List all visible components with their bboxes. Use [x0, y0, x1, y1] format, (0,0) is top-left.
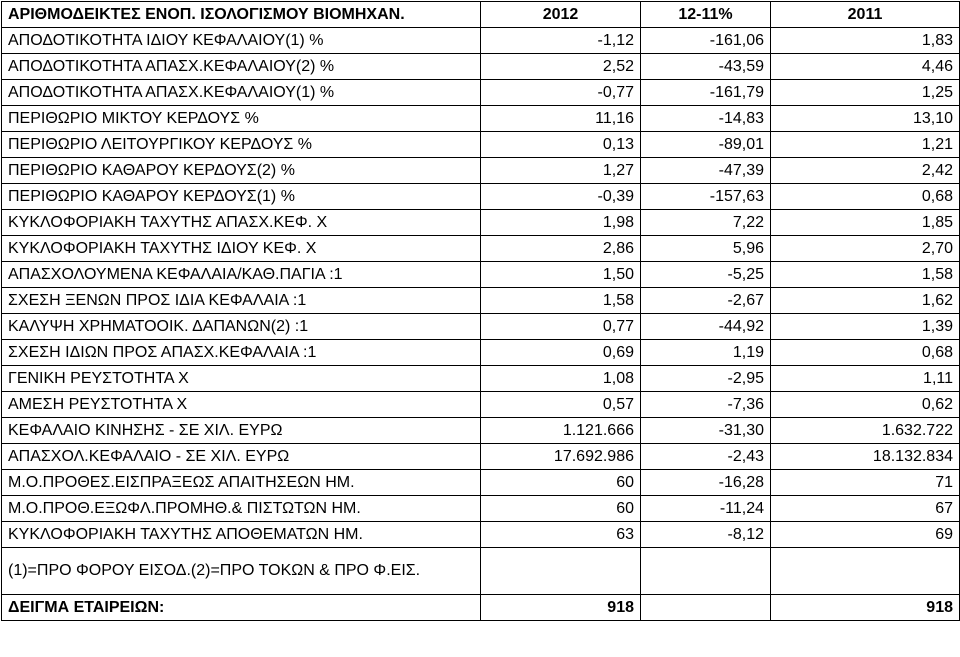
value-2012: 0,13	[481, 132, 641, 158]
value-change: -157,63	[641, 184, 771, 210]
table-row	[2, 106, 960, 132]
value-2012: 60	[481, 496, 641, 522]
value-2011: 67	[771, 496, 960, 522]
value-change: -8,12	[641, 522, 771, 548]
row-label: ΠΕΡΙΘΩΡΙΟ ΛΕΙΤΟΥΡΓΙΚΟΥ ΚΕΡΔΟΥΣ %	[2, 132, 481, 158]
value-2011: 1,21	[771, 132, 960, 158]
value-2011: 0,62	[771, 392, 960, 418]
value-2011: 1,85	[771, 210, 960, 236]
row-label: ΑΠΟΔΟΤΙΚΟΤΗΤΑ ΙΔΙΟΥ ΚΕΦΑΛΑΙΟΥ(1) %	[2, 28, 481, 54]
value-2012: 60	[481, 470, 641, 496]
value-change: -7,36	[641, 392, 771, 418]
value-2012: 11,16	[481, 106, 641, 132]
value-change: -161,06	[641, 28, 771, 54]
value-2012: -0,39	[481, 184, 641, 210]
row-label: ΠΕΡΙΘΩΡΙΟ ΜΙΚΤΟΥ ΚΕΡΔΟΥΣ %	[2, 106, 481, 132]
value-2012: 1,08	[481, 366, 641, 392]
value-change: -44,92	[641, 314, 771, 340]
table-row	[2, 522, 960, 548]
value-2012: 1,58	[481, 288, 641, 314]
table-row	[2, 236, 960, 262]
value-change: 1,19	[641, 340, 771, 366]
table-body	[2, 28, 960, 548]
value-2011: 4,46	[771, 54, 960, 80]
value-2012: 17.692.986	[481, 444, 641, 470]
row-label: ΓΕΝΙΚΗ ΡΕΥΣΤΟΤΗΤΑ Χ	[2, 366, 481, 392]
row-label: ΚΥΚΛΟΦΟΡΙΑΚΗ ΤΑΧΥΤΗΣ ΑΠΟΘΕΜΑΤΩΝ ΗΜ.	[2, 522, 481, 548]
value-2011: 2,42	[771, 158, 960, 184]
row-label: Μ.Ο.ΠΡΟΘ.ΕΞΩΦΛ.ΠΡΟΜΗΘ.& ΠΙΣΤΩΤΩΝ ΗΜ.	[2, 496, 481, 522]
value-change: -14,83	[641, 106, 771, 132]
column-header-change: 12-11%	[641, 2, 771, 28]
value-2011: 1,25	[771, 80, 960, 106]
row-label: ΑΠΑΣΧΟΛ.ΚΕΦΑΛΑΙΟ - ΣΕ ΧΙΛ. ΕΥΡΩ	[2, 444, 481, 470]
empty-cell	[641, 595, 771, 621]
total-row	[2, 595, 960, 621]
value-2012: 0,57	[481, 392, 641, 418]
row-label: ΣΧΕΣΗ ΞΕΝΩΝ ΠΡΟΣ ΙΔΙΑ ΚΕΦΑΛΑΙΑ :1	[2, 288, 481, 314]
table-row	[2, 366, 960, 392]
value-2011: 2,70	[771, 236, 960, 262]
row-label: ΣΧΕΣΗ ΙΔΙΩΝ ΠΡΟΣ ΑΠΑΣΧ.ΚΕΦΑΛΑΙΑ :1	[2, 340, 481, 366]
table-row	[2, 392, 960, 418]
row-label: ΑΠΟΔΟΤΙΚΟΤΗΤΑ ΑΠΑΣΧ.ΚΕΦΑΛΑΙΟΥ(1) %	[2, 80, 481, 106]
value-change: 5,96	[641, 236, 771, 262]
table-row	[2, 288, 960, 314]
table-row	[2, 418, 960, 444]
value-2012: 1,98	[481, 210, 641, 236]
sample-label: ΔΕΙΓΜΑ ΕΤΑΙΡΕΙΩΝ:	[2, 595, 481, 621]
value-change: -5,25	[641, 262, 771, 288]
empty-cell	[481, 548, 641, 595]
value-2011: 1,58	[771, 262, 960, 288]
value-change: -43,59	[641, 54, 771, 80]
row-label: ΑΜΕΣΗ ΡΕΥΣΤΟΤΗΤΑ Χ	[2, 392, 481, 418]
header-row	[2, 2, 960, 28]
table-row	[2, 132, 960, 158]
value-2011: 13,10	[771, 106, 960, 132]
table-row	[2, 28, 960, 54]
value-2012: -0,77	[481, 80, 641, 106]
row-label: ΑΠΑΣΧΟΛΟΥΜΕΝΑ ΚΕΦΑΛΑΙΑ/ΚΑΘ.ΠΑΓΙΑ :1	[2, 262, 481, 288]
value-2012: 2,86	[481, 236, 641, 262]
value-change: -89,01	[641, 132, 771, 158]
value-change: -2,43	[641, 444, 771, 470]
table-title: ΑΡΙΘΜΟΔΕΙΚΤΕΣ ΕΝΟΠ. ΙΣΟΛΟΓΙΣΜΟΥ ΒΙΟΜΗΧΑΝ.	[2, 2, 481, 28]
value-2012: 0,77	[481, 314, 641, 340]
value-2012: 2,52	[481, 54, 641, 80]
footnote: (1)=ΠΡΟ ΦΟΡΟΥ ΕΙΣΟΔ.(2)=ΠΡΟ ΤΟΚΩΝ & ΠΡΟ Φ.ΕΙΣ.	[2, 548, 481, 595]
value-change: -2,95	[641, 366, 771, 392]
value-2011: 1,11	[771, 366, 960, 392]
value-change: -11,24	[641, 496, 771, 522]
empty-cell	[771, 548, 960, 595]
value-2011: 0,68	[771, 184, 960, 210]
table-row	[2, 444, 960, 470]
value-2011: 18.132.834	[771, 444, 960, 470]
row-label: ΚΑΛΥΨΗ ΧΡΗΜΑΤΟΟΙΚ. ΔΑΠΑΝΩΝ(2) :1	[2, 314, 481, 340]
table-row	[2, 340, 960, 366]
column-header-2011: 2011	[771, 2, 960, 28]
footnote-row	[2, 548, 960, 595]
table-row	[2, 184, 960, 210]
value-change: -31,30	[641, 418, 771, 444]
empty-cell	[641, 548, 771, 595]
row-label: ΠΕΡΙΘΩΡΙΟ ΚΑΘΑΡΟΥ ΚΕΡΔΟΥΣ(1) %	[2, 184, 481, 210]
row-label: ΑΠΟΔΟΤΙΚΟΤΗΤΑ ΑΠΑΣΧ.ΚΕΦΑΛΑΙΟΥ(2) %	[2, 54, 481, 80]
value-2011: 1,62	[771, 288, 960, 314]
row-label: ΚΕΦΑΛΑΙΟ ΚΙΝΗΣΗΣ - ΣΕ ΧΙΛ. ΕΥΡΩ	[2, 418, 481, 444]
table-row	[2, 496, 960, 522]
row-label: ΚΥΚΛΟΦΟΡΙΑΚΗ ΤΑΧΥΤΗΣ ΑΠΑΣΧ.ΚΕΦ. Χ	[2, 210, 481, 236]
value-2012: 0,69	[481, 340, 641, 366]
value-2012: -1,12	[481, 28, 641, 54]
value-2011: 1.632.722	[771, 418, 960, 444]
value-2011: 0,68	[771, 340, 960, 366]
value-2011: 69	[771, 522, 960, 548]
row-label: ΠΕΡΙΘΩΡΙΟ ΚΑΘΑΡΟΥ ΚΕΡΔΟΥΣ(2) %	[2, 158, 481, 184]
table-row	[2, 210, 960, 236]
sample-2011: 918	[771, 595, 960, 621]
table-row	[2, 54, 960, 80]
ratios-table	[1, 1, 960, 621]
value-2011: 1,39	[771, 314, 960, 340]
value-2011: 71	[771, 470, 960, 496]
value-2012: 1,50	[481, 262, 641, 288]
table-row	[2, 158, 960, 184]
table-row	[2, 80, 960, 106]
value-2012: 63	[481, 522, 641, 548]
table-row	[2, 314, 960, 340]
table-row	[2, 262, 960, 288]
row-label: ΚΥΚΛΟΦΟΡΙΑΚΗ ΤΑΧΥΤΗΣ ΙΔΙΟΥ ΚΕΦ. Χ	[2, 236, 481, 262]
row-label: Μ.Ο.ΠΡΟΘΕΣ.ΕΙΣΠΡΑΞΕΩΣ ΑΠΑΙΤΗΣΕΩΝ ΗΜ.	[2, 470, 481, 496]
value-change: -47,39	[641, 158, 771, 184]
sample-2012: 918	[481, 595, 641, 621]
value-2012: 1.121.666	[481, 418, 641, 444]
value-change: -161,79	[641, 80, 771, 106]
value-change: -16,28	[641, 470, 771, 496]
value-change: 7,22	[641, 210, 771, 236]
value-2012: 1,27	[481, 158, 641, 184]
table-row	[2, 470, 960, 496]
column-header-2012: 2012	[481, 2, 641, 28]
value-2011: 1,83	[771, 28, 960, 54]
value-change: -2,67	[641, 288, 771, 314]
